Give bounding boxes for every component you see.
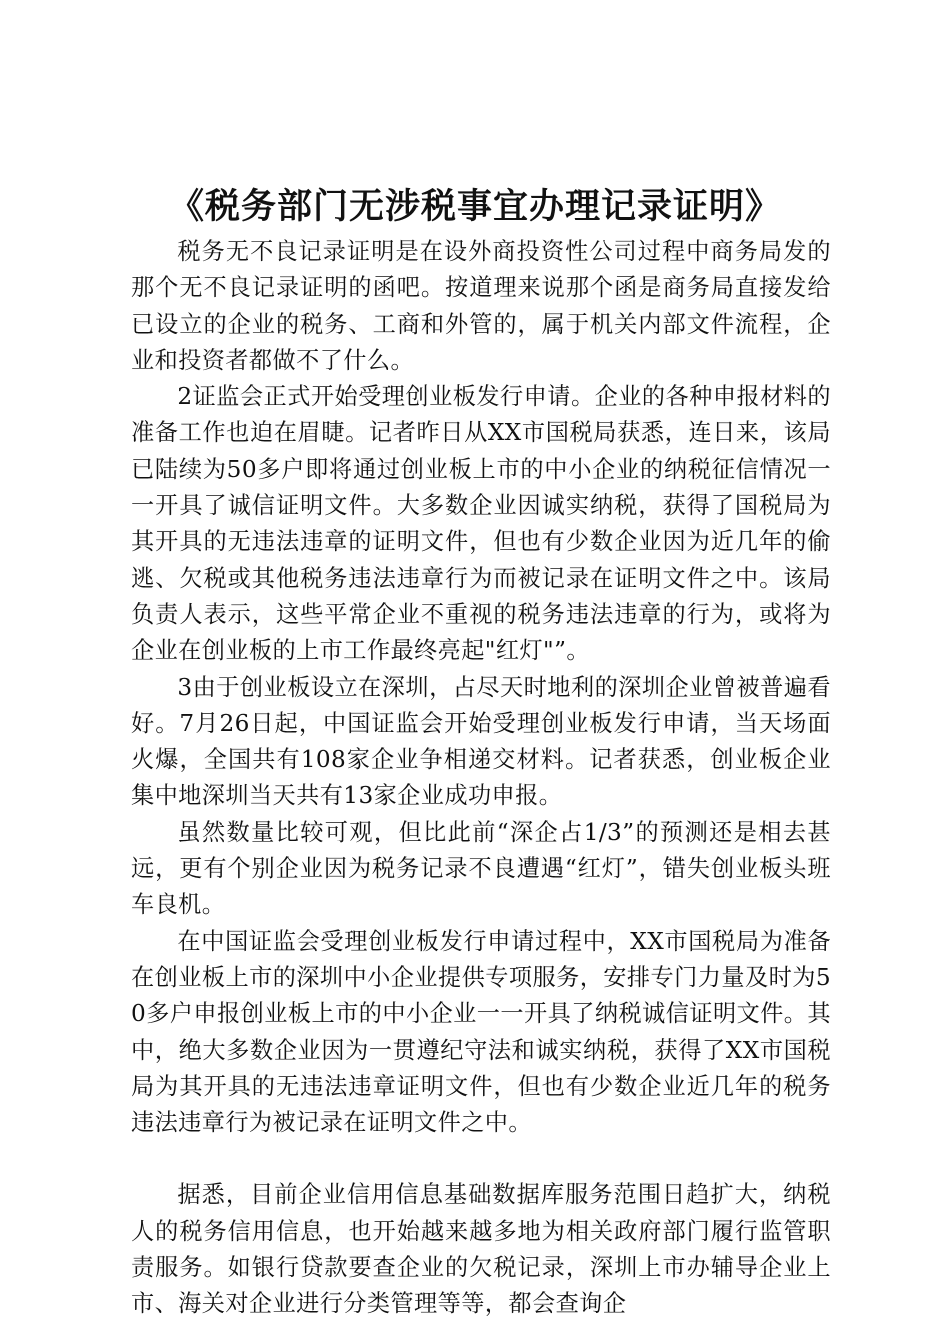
paragraph-2: 2证监会正式开始受理创业板发行申请。企业的各种申报材料的准备工作也迫在眉睫。记者昨日从XX市国税局获悉，连日来，该局已陆续为50多户即将通过创业板上市的中小企业的纳税征信情况一一开具了诚信证明文件。大多数企业因诚实纳税，获得了国税局为其开具的无违法违章的证明文件，但也有少数企业因为近几年的偷逃、欠税或其他税务违法违章行为而被记录在证明文件之中。该局负责人表示，这些平常企业不重视的税务违法违章的行为，或将为企业在创业板的上市工作最终亮起"红灯"”。	[131, 383, 831, 665]
paragraph-3: 3由于创业板设立在深圳，占尽天时地利的深圳企业曾被普遍看好。7月26日起，中国证监会开始受理创业板发行申请，当天场面火爆，全国共有108家企业争相递交材料。记者获悉，创业板企业集中地深圳当天共有13家企业成功申报。	[131, 673, 831, 810]
paragraph-1: 税务无不良记录证明是在设外商投资性公司过程中商务局发的那个无不良记录证明的函吧。按道理来说那个函是商务局直接发给已设立的企业的税务、工商和外管的，属于机关内部文件流程，企业和投资者都做不了什么。	[131, 238, 831, 374]
document-title: 《税务部门无涉税事宜办理记录证明》	[168, 187, 781, 227]
document-body	[131, 234, 831, 1323]
paragraph-4: 虽然数量比较可观，但比此前“深企占1/3”的预测还是相去甚远，更有个别企业因为税务记录不良遭遇“红灯”，错失创业板头班车良机。	[131, 818, 831, 919]
paragraph-5: 在中国证监会受理创业板发行申请过程中，XX市国税局为准备在创业板上市的深圳中小企业提供专项服务，安排专门力量及时为50多户申报创业板上市的中小企业一一开具了纳税诚信证明文件。其中，绝大多数企业因为一贯遵纪守法和诚实纳税，获得了XX市国税局为其开具的无违法违章证明文件，但也有少数企业近几年的税务违法违章行为被记录在证明文件之中。	[131, 927, 831, 1137]
paragraph-6: 据悉，目前企业信用信息基础数据库服务范围日趋扩大，纳税人的税务信用信息，也开始越来越多地为相关政府部门履行监管职责服务。如银行贷款要查企业的欠税记录，深圳上市办辅导企业上市、海关对企业进行分类管理等等，都会查询企	[131, 1181, 831, 1318]
